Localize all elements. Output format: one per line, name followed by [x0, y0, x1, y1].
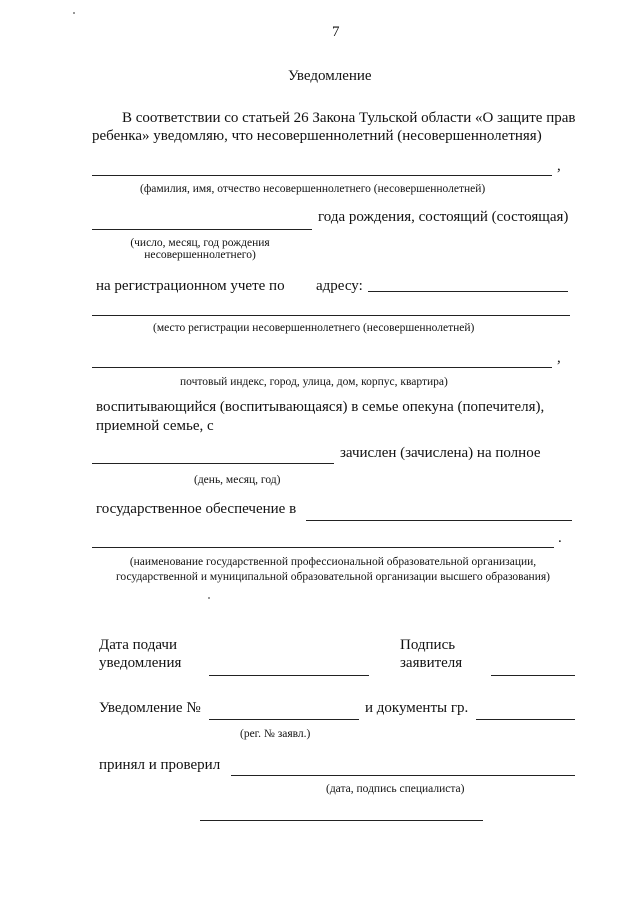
submit-date-label-line-1: Дата подачи [99, 637, 178, 653]
fullname-caption: (фамилия, имя, отчество несовершеннолетнего (несовершеннолетней) [140, 183, 486, 195]
period-mark: . [558, 530, 562, 546]
raised-text-line-1: воспитывающийся (воспитывающаяся) в семье опекуна (попечителя), [96, 399, 545, 415]
birthdate-caption-line-2: несовершеннолетнего) [144, 249, 256, 261]
bottom-divider [200, 820, 483, 821]
birthdate-caption-line-1: (число, месяц, год рождения [130, 237, 270, 249]
institution-caption: (наименование государственной профессиональной образовательной организации, государственной и муниципальной образовательной организации высшего образования) [116, 556, 550, 583]
postal-address-field-line[interactable] [92, 367, 552, 368]
institution-field-line-2[interactable] [92, 547, 554, 548]
submit-date-label-line-2: уведомления [99, 655, 182, 671]
comma-mark-2: , [557, 350, 561, 366]
registration-field-line[interactable] [92, 315, 570, 316]
signature-label-line-1: Подпись [400, 637, 456, 653]
address-label: адресу: [316, 278, 363, 294]
notice-number-label: Уведомление № [99, 700, 201, 716]
specialist-field-line[interactable] [231, 775, 575, 776]
specialist-caption: (дата, подпись специалиста) [326, 783, 465, 795]
date-caption: (день, месяц, год) [194, 474, 281, 486]
birthdate-field-line[interactable] [92, 229, 312, 230]
comma-mark: , [557, 158, 561, 174]
state-support-text: государственное обеспечение в [96, 501, 297, 517]
page-number: 7 [332, 24, 340, 40]
raised-text-line-2: приемной семье, с [96, 418, 214, 434]
signature-label-line-2: заявителя [400, 655, 463, 671]
registration-caption: (место регистрации несовершеннолетнего (несовершеннолетней) [153, 322, 475, 334]
birthdate-caption [110, 237, 290, 261]
scan-speck [73, 12, 75, 14]
reg-number-caption: (рег. № заявл.) [240, 728, 311, 740]
signature-field-line[interactable] [491, 675, 575, 676]
intro-text-line-1: В соответствии со статьей 26 Закона Тульской области «О защите прав [122, 110, 576, 126]
applicant-name-field-line[interactable] [476, 719, 575, 720]
birth-year-text: года рождения, состоящий (состоящая) [318, 209, 569, 225]
accepted-label: принял и проверил [99, 757, 221, 773]
fullname-field-line[interactable] [92, 175, 552, 176]
address-field-line[interactable] [368, 291, 568, 292]
scan-speck [208, 597, 210, 599]
intro-text-line-2: ребенка» уведомляю, что несовершеннолетний (несовершеннолетняя) [92, 128, 542, 144]
page-title: Уведомление [288, 68, 372, 84]
enrolled-text: зачислен (зачислена) на полное [340, 445, 541, 461]
submit-date-field-line[interactable] [209, 675, 369, 676]
institution-field-line[interactable] [306, 520, 572, 521]
enrollment-date-field-line[interactable] [92, 463, 334, 464]
postal-address-caption: почтовый индекс, город, улица, дом, корпус, квартира) [180, 376, 448, 388]
notice-number-field-line[interactable] [209, 719, 359, 720]
registration-text: на регистрационном учете по [96, 278, 285, 294]
documents-label: и документы гр. [365, 700, 469, 716]
